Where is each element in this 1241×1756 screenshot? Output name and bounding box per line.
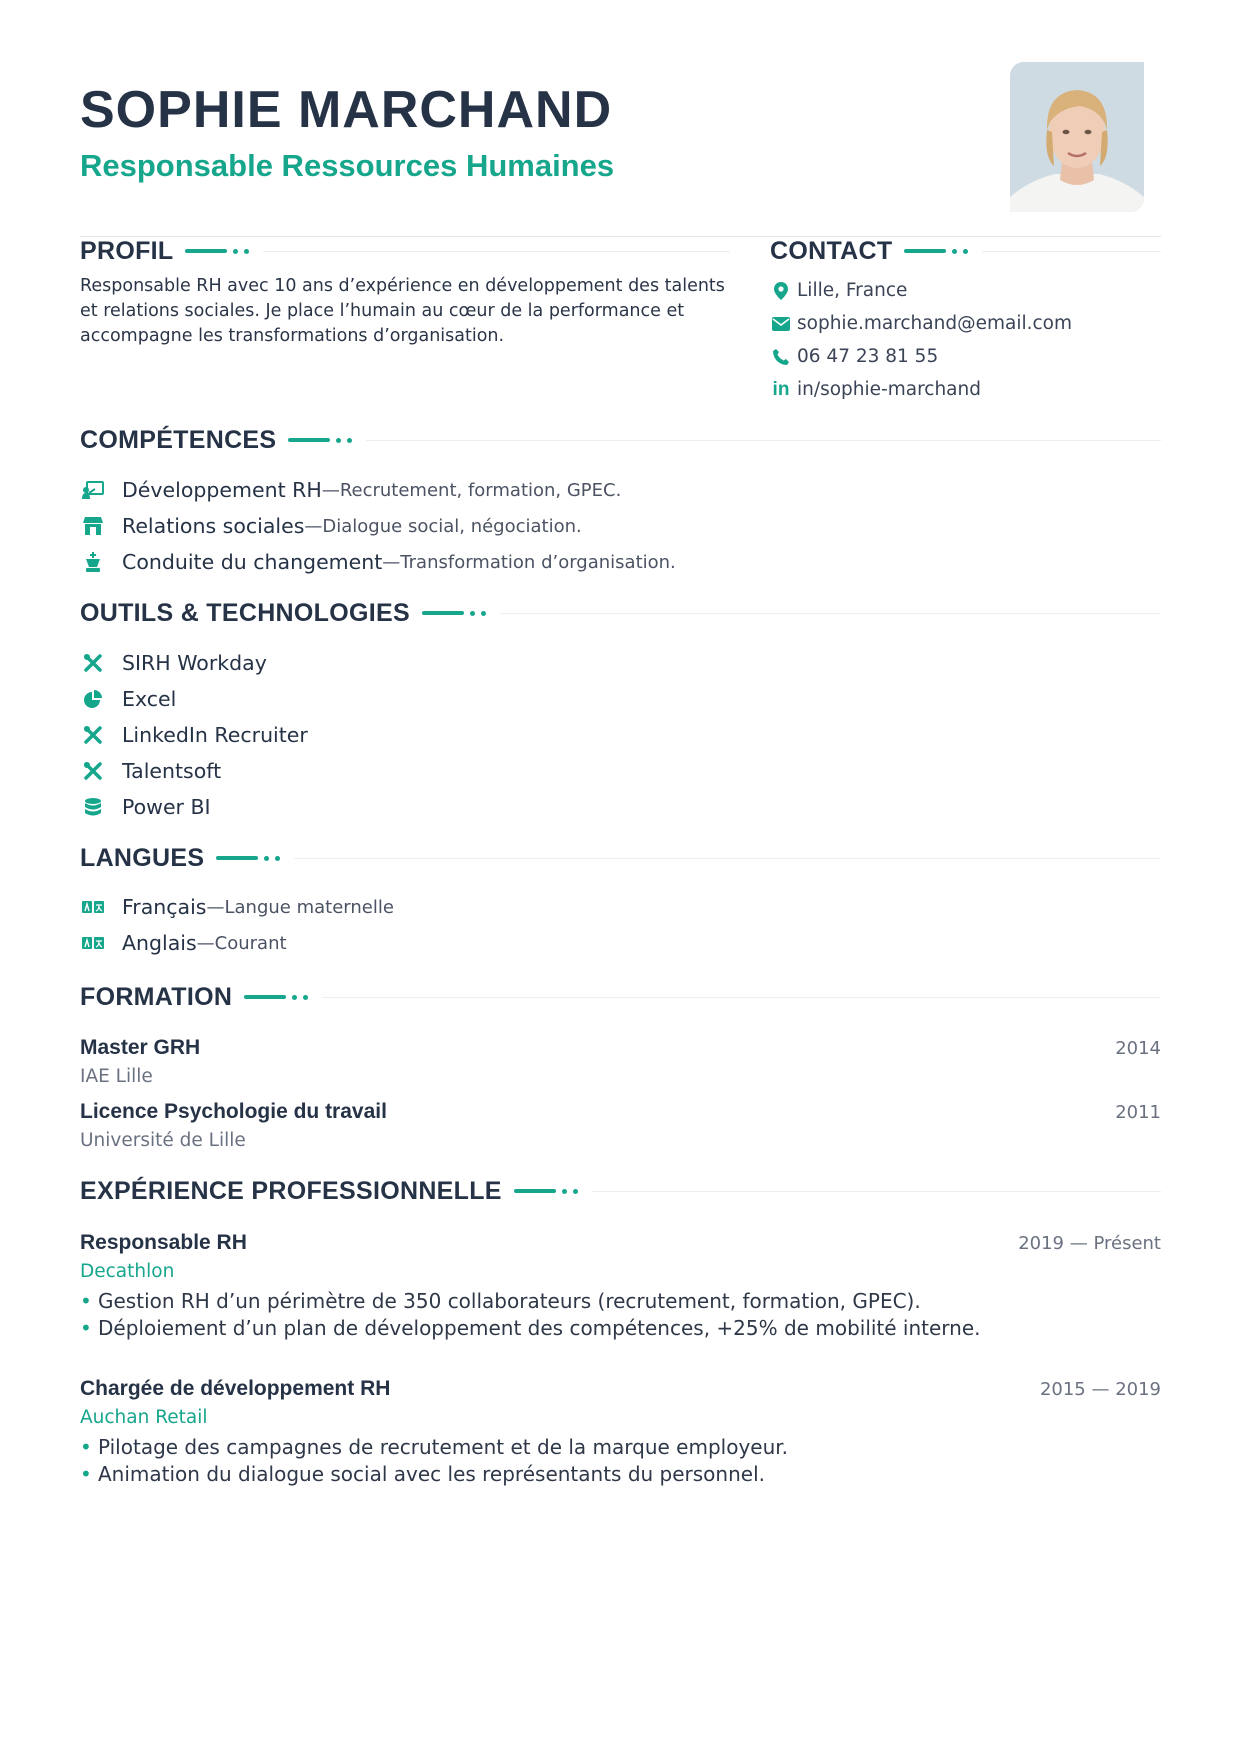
map-marker-icon — [770, 282, 792, 300]
tool-name: Excel — [122, 687, 177, 711]
heading-rule — [592, 1191, 1161, 1192]
contact-phone[interactable] — [770, 340, 1170, 373]
degree-year: 2014 — [1115, 1038, 1161, 1059]
chess-king-icon — [80, 552, 106, 572]
list-item — [80, 717, 308, 753]
profile-photo — [1010, 62, 1144, 212]
degree-title: Licence Psychologie du travail — [80, 1100, 387, 1123]
database-icon — [80, 797, 106, 817]
language-icon — [80, 897, 106, 917]
store-icon — [80, 516, 106, 536]
section-heading-profil — [80, 236, 730, 266]
achievements-list — [80, 1434, 1161, 1488]
list-item — [80, 681, 308, 717]
section-title: FORMATION — [80, 983, 233, 1011]
list-item — [80, 789, 308, 825]
degree-title: Master GRH — [80, 1036, 201, 1059]
list-item — [80, 753, 308, 789]
education-entry — [80, 1100, 1161, 1151]
school-name: Université de Lille — [80, 1130, 246, 1151]
heading-decoration — [216, 856, 280, 861]
section-heading-langues — [80, 843, 1161, 873]
heading-rule — [500, 613, 1161, 614]
company-name: Decathlon — [80, 1261, 175, 1282]
skill-description: Dialogue social, négociation. — [322, 515, 582, 537]
skills-list — [80, 472, 676, 580]
list-item: Conduite du changement — Transformation d’organisation. — [80, 544, 676, 580]
heading-decoration — [244, 995, 308, 1000]
list-item: • Déploiement d’un plan de développement des compétences, +25% de mobilité interne. — [80, 1316, 981, 1340]
heading-rule — [322, 997, 1161, 998]
heading-decoration — [514, 1189, 578, 1194]
language-level: Courant — [214, 932, 287, 954]
tool-name: SIRH Workday — [122, 651, 267, 675]
achievements-list — [80, 1288, 1161, 1342]
language-level: Langue maternelle — [224, 896, 394, 918]
contact-linkedin[interactable] — [770, 373, 1170, 406]
tool-name: LinkedIn Recruiter — [122, 723, 308, 747]
heading-rule — [263, 251, 730, 252]
pie-chart-icon — [80, 689, 106, 709]
tools-icon — [80, 761, 106, 781]
tools-icon — [80, 725, 106, 745]
skill-name: Conduite du changement — [122, 550, 383, 574]
heading-rule — [294, 858, 1161, 859]
list-item: Anglais — Courant — [80, 925, 394, 961]
heading-decoration — [185, 249, 249, 254]
section-title: LANGUES — [80, 844, 205, 872]
heading-decoration — [288, 438, 352, 443]
section-title: PROFIL — [80, 237, 174, 265]
contact-location — [770, 274, 1170, 307]
list-item: • Gestion RH d’un périmètre de 350 collaborateurs (recrutement, formation, GPEC). — [80, 1289, 921, 1313]
profile-summary: Responsable RH avec 10 ans d’expérience en développement des talents et relations sociales. Je place l’humain au cœur de la performance et accompagne les transformations d’organisation. — [80, 276, 725, 346]
education-entry — [80, 1036, 1161, 1087]
linkedin-text[interactable]: in/sophie-marchand — [797, 379, 981, 400]
contact-list — [770, 274, 1170, 406]
experience-entry — [80, 1377, 1161, 1488]
heading-rule — [982, 251, 1161, 252]
skill-description: Recrutement, formation, GPEC. — [339, 479, 622, 501]
section-heading-contact — [770, 236, 1161, 266]
job-title: Responsable Ressources Humaines — [80, 148, 615, 183]
section-heading-formation — [80, 982, 1161, 1012]
skill-name: Relations sociales — [122, 514, 305, 538]
section-heading-competences — [80, 425, 1161, 455]
envelope-icon — [770, 317, 792, 331]
school-name: IAE Lille — [80, 1066, 153, 1087]
section-heading-experience — [80, 1176, 1161, 1206]
heading-decoration — [422, 611, 486, 616]
language-icon — [80, 933, 106, 953]
heading-decoration — [904, 249, 968, 254]
teacher-icon — [80, 480, 106, 500]
list-item: • Animation du dialogue social avec les représentants du personnel. — [80, 1462, 765, 1486]
tools-list — [80, 645, 308, 825]
candidate-name: SOPHIE MARCHAND — [80, 81, 613, 139]
list-item — [80, 645, 308, 681]
portrait-image — [1010, 62, 1144, 212]
job-dates: 2015 — 2019 — [1039, 1379, 1161, 1400]
degree-year: 2011 — [1115, 1102, 1161, 1123]
tools-icon — [80, 653, 106, 673]
skill-name: Développement RH — [122, 478, 322, 502]
phone-text[interactable]: 06 47 23 81 55 — [797, 346, 939, 367]
email-text[interactable]: sophie.marchand@email.com — [797, 313, 1072, 334]
location-text: Lille, France — [797, 280, 908, 301]
languages-list — [80, 889, 394, 961]
list-item: Français — Langue maternelle — [80, 889, 394, 925]
section-title: CONTACT — [770, 237, 893, 265]
language-name: Anglais — [122, 931, 197, 955]
section-heading-outils — [80, 598, 1161, 628]
job-dates: 2019 — Présent — [1018, 1233, 1161, 1254]
section-title: OUTILS & TECHNOLOGIES — [80, 599, 410, 627]
list-item: Relations sociales — Dialogue social, négociation. — [80, 508, 676, 544]
tool-name: Talentsoft — [122, 759, 222, 783]
tool-name: Power BI — [122, 795, 211, 819]
section-title: EXPÉRIENCE PROFESSIONNELLE — [80, 1177, 502, 1205]
language-name: Français — [122, 895, 207, 919]
section-title: COMPÉTENCES — [80, 426, 277, 454]
list-item: • Pilotage des campagnes de recrutement et de la marque employeur. — [80, 1435, 788, 1459]
contact-email[interactable] — [770, 307, 1170, 340]
job-position: Responsable RH — [80, 1231, 247, 1254]
job-position: Chargée de développement RH — [80, 1377, 391, 1400]
experience-entry — [80, 1231, 1161, 1342]
heading-rule — [366, 440, 1161, 441]
skill-description: Transformation d’organisation. — [400, 551, 676, 573]
list-item: Développement RH — Recrutement, formation, GPEC. — [80, 472, 676, 508]
phone-icon — [770, 348, 792, 366]
company-name: Auchan Retail — [80, 1407, 208, 1428]
linkedin-icon: in — [772, 378, 790, 400]
